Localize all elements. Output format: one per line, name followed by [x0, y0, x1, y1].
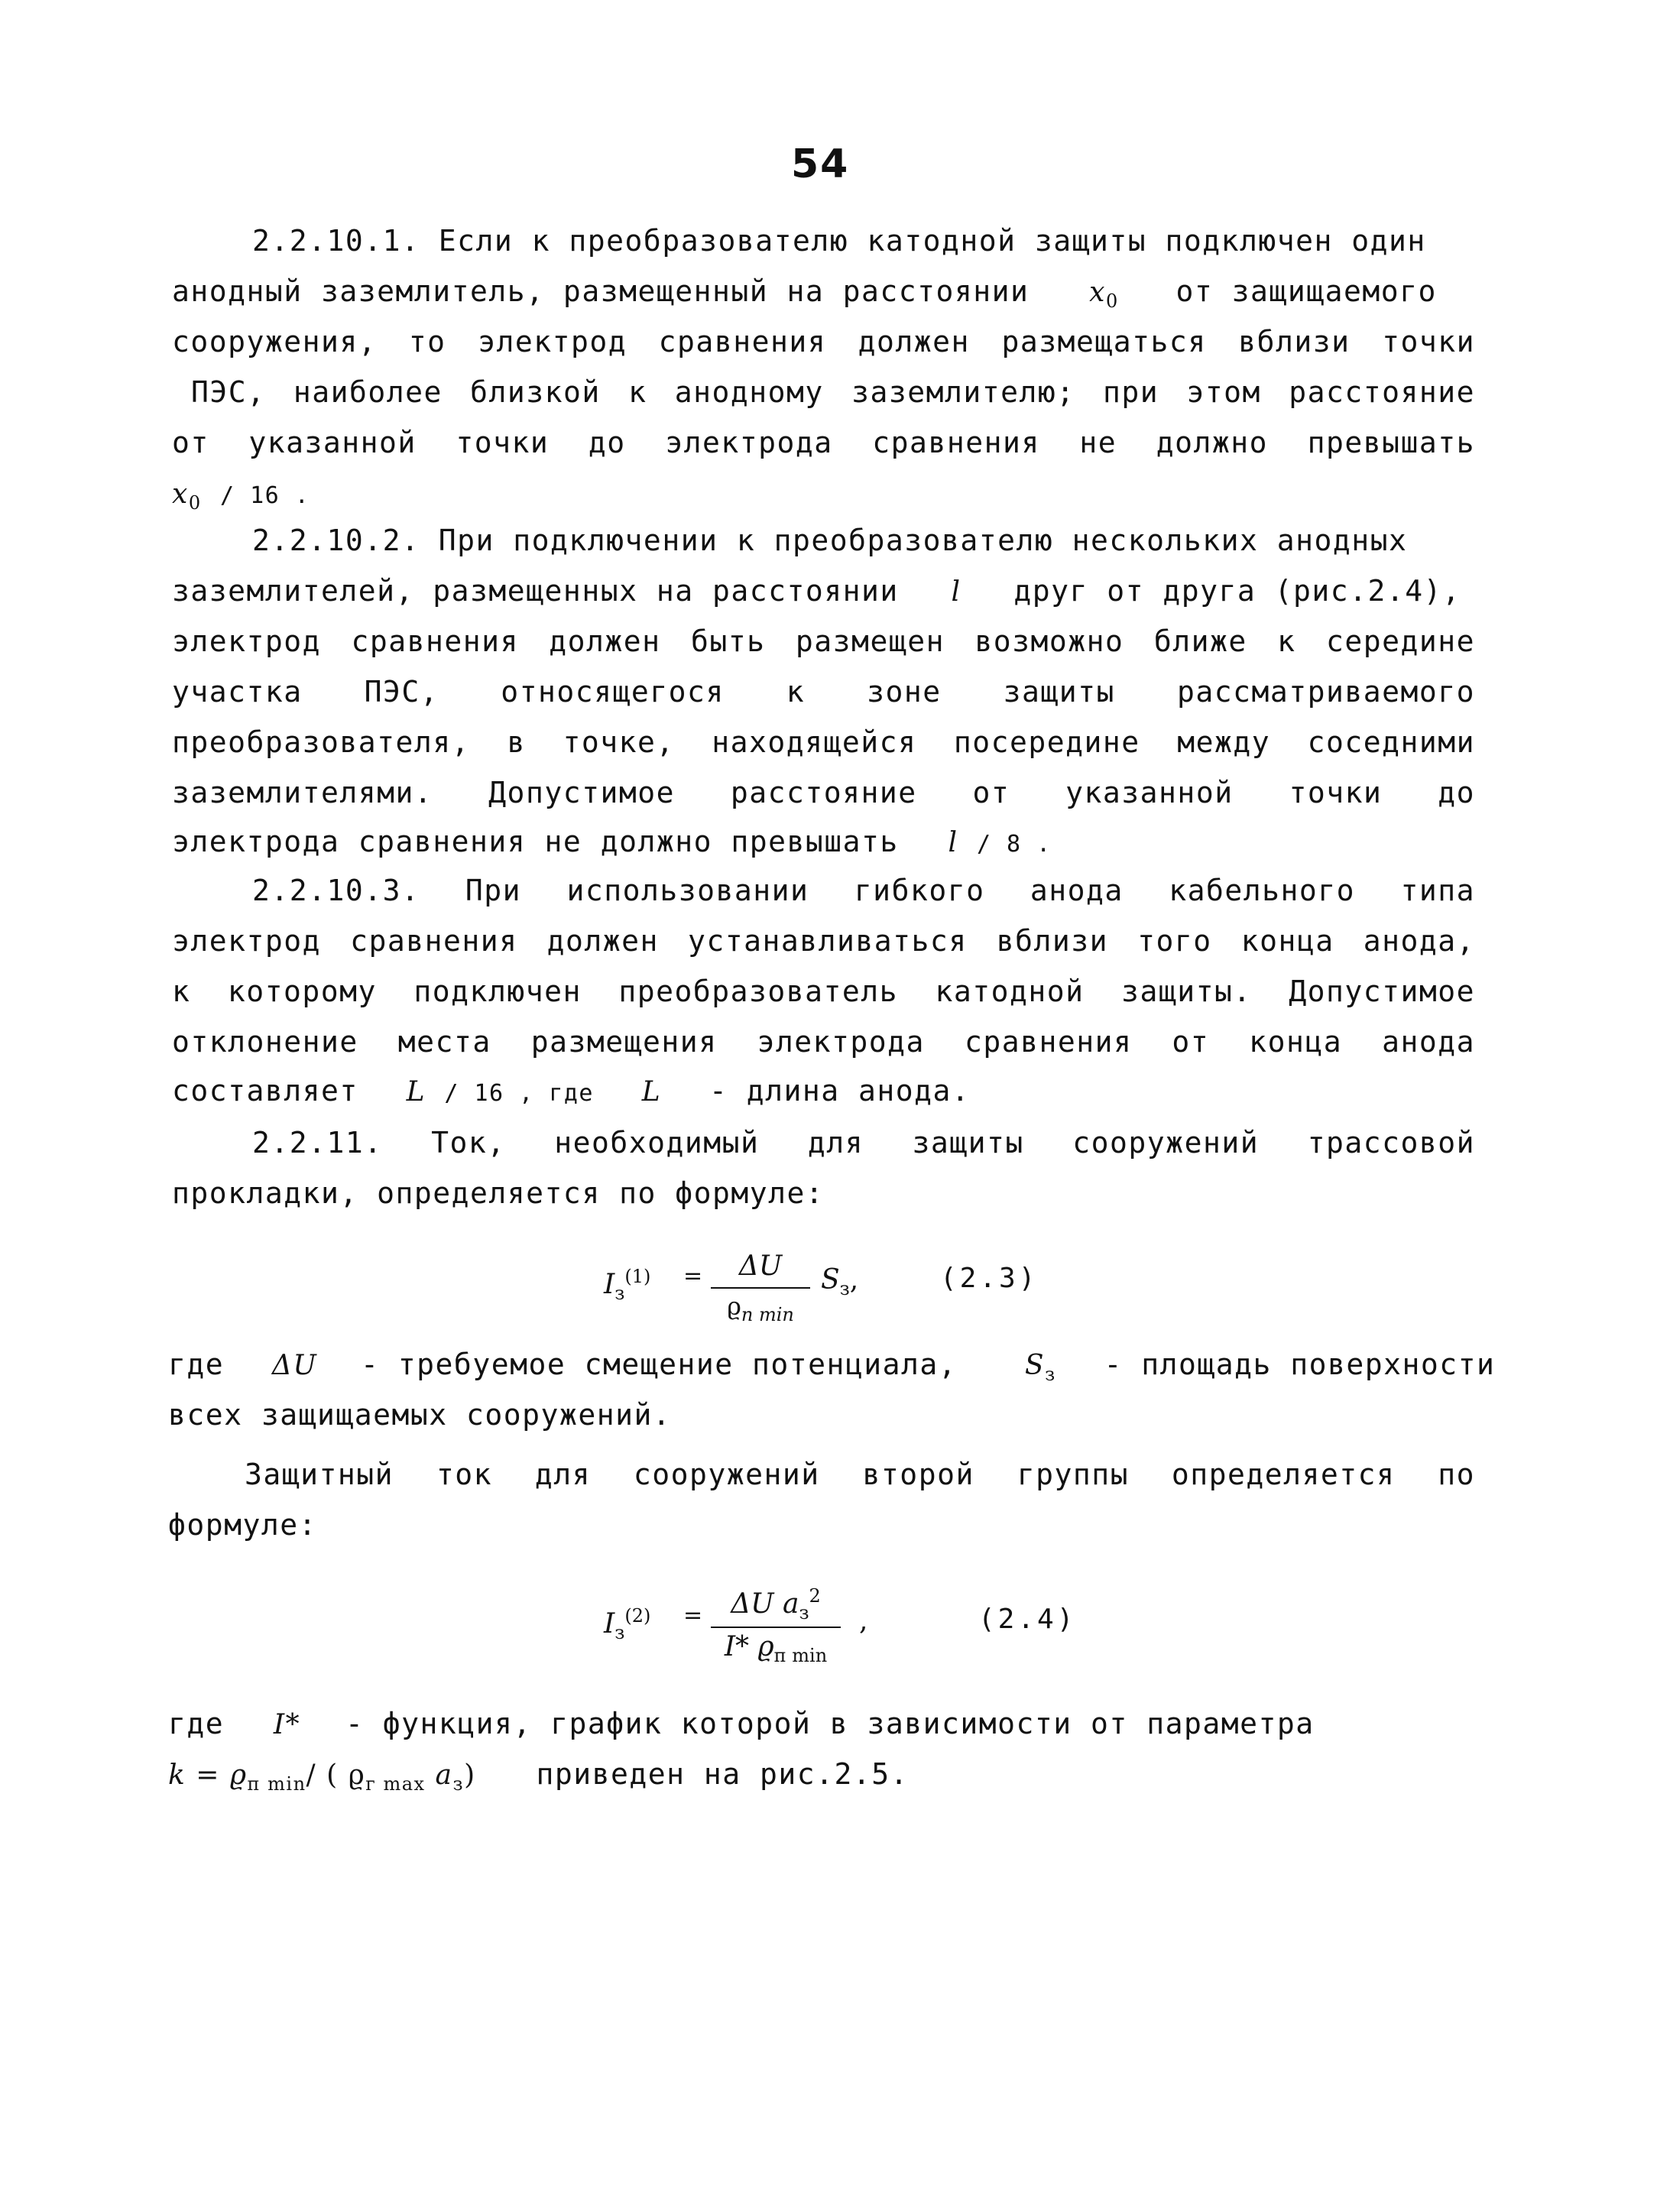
- p7-expr-k: k = ϱ: [168, 1760, 248, 1791]
- p5-var-s: [1024, 1350, 1056, 1385]
- formula-2-3-number: (2.3): [940, 1263, 1039, 1294]
- p3-line-4: отклонение места размещения электрода сравнения от конца анода: [172, 1025, 1475, 1059]
- p6-line-1: Защитный ток для сооружений второй группы определяется по: [245, 1458, 1475, 1491]
- p2-line-4: участка ПЭС, относящегося к зоне защиты рассматриваемого: [172, 675, 1475, 709]
- p2-line-1: 2.2.10.2. При подключении к преобразователю нескольких анодных: [252, 524, 1408, 557]
- p7-expr-close: ): [464, 1760, 476, 1791]
- p7-line-1: [168, 1706, 1471, 1743]
- formula-2-3: [604, 1250, 1062, 1338]
- p7-expr-a: a: [435, 1760, 453, 1791]
- formula-2-3-lhs-sup: (1): [624, 1266, 651, 1287]
- p5-var-s-sub: з: [1045, 1364, 1056, 1385]
- formula-2-4-denominator: [711, 1631, 841, 1666]
- p2-var-l: l: [951, 576, 961, 608]
- p7-expr-sub-1: п min: [247, 1773, 306, 1795]
- formula-2-3-rhs-sub: з: [839, 1278, 850, 1299]
- p7-expr-mid: / ( ϱ: [306, 1760, 366, 1791]
- p3-var-L-2: L: [641, 1076, 662, 1108]
- p3-line-1: 2.2.10.3. При использовании гибкого анода кабельного типа: [252, 874, 1475, 907]
- formula-2-4-equals: =: [683, 1602, 703, 1629]
- p1-var-x: x: [1089, 277, 1106, 308]
- p2-line-7-text-b: / 8 .: [976, 831, 1052, 858]
- p1-var-x-sub-2: 0: [188, 492, 202, 514]
- p2-line-6: заземлителями. Допустимое расстояние от указанной точки до: [172, 776, 1475, 809]
- formula-2-3-rhs: [821, 1264, 858, 1299]
- formula-2-3-lhs-sub: з: [614, 1283, 625, 1304]
- formula-2-3-fraction-bar: [711, 1287, 810, 1289]
- p4-line-2: прокладки, определяется по формуле:: [172, 1176, 825, 1210]
- formula-2-3-den-rho: ϱ: [727, 1292, 741, 1321]
- formula-2-4-num-text: ΔU a: [731, 1588, 799, 1620]
- p2-line-3: электрод сравнения должен быть размещен возможно ближе к середине: [172, 624, 1475, 658]
- formula-2-4-den-text: I* ϱ: [724, 1631, 774, 1662]
- p3-line-2: электрод сравнения должен устанавливаться вблизи того конца анода,: [172, 924, 1475, 958]
- p3-line-5-text-a: составляет: [172, 1074, 358, 1108]
- formula-2-3-comma: ,: [849, 1264, 859, 1296]
- p7-line-2-text: приведен на рис.2.5.: [536, 1757, 909, 1791]
- formula-2-3-den-sub: п min: [741, 1304, 794, 1325]
- p3-var-L: L: [406, 1076, 426, 1108]
- p7-line-1-text-a: где: [168, 1707, 225, 1740]
- formula-2-4: [604, 1582, 1093, 1674]
- formula-2-4-numerator: [711, 1585, 841, 1623]
- p5-var-s-symbol: S: [1024, 1350, 1046, 1381]
- p5-line-1-text-a: где: [168, 1348, 225, 1381]
- p3-line-3: к которому подключен преобразователь катодной защиты. Допустимое: [172, 975, 1475, 1008]
- p2-line-5: преобразователя, в точке, находящейся посередине между соседними: [172, 725, 1475, 759]
- p3-line-5-text-c: - длина анода.: [709, 1074, 971, 1108]
- p1-line-1: 2.2.10.1. Если к преобразователю катодной защиты подключен один: [252, 224, 1426, 258]
- p7-var-i-star: I*: [273, 1709, 301, 1740]
- p7-line-2: [168, 1756, 1471, 1802]
- formula-2-3-lhs-symbol: I: [604, 1269, 615, 1300]
- formula-2-4-fraction-bar: [711, 1627, 841, 1628]
- p1-line-2-text-a: анодный заземлитель, размещенный на расстоянии: [172, 274, 1030, 308]
- formula-2-4-num-sup: 2: [809, 1585, 821, 1607]
- p3-line-5-text-b: / 16 , где: [444, 1080, 594, 1107]
- p5-var-delta-u: ΔU: [271, 1350, 318, 1381]
- formula-2-4-num-sub: з: [799, 1602, 809, 1623]
- formula-2-3-numerator: ΔU: [738, 1250, 783, 1282]
- p7-expression: [168, 1760, 476, 1795]
- p1-var-x-2: x: [172, 478, 189, 510]
- p2-line-2-text-b: друг от друга (рис.2.4),: [1013, 574, 1461, 608]
- formula-2-3-lhs: [604, 1266, 650, 1304]
- formula-2-3-rhs-symbol: S: [821, 1264, 840, 1296]
- formula-2-4-lhs: [604, 1605, 650, 1643]
- formula-2-3-equals: =: [683, 1263, 703, 1289]
- formula-2-4-fraction: [711, 1582, 841, 1674]
- formula-2-4-lhs-symbol: I: [604, 1608, 615, 1640]
- page-number: 54: [791, 141, 850, 187]
- p1-var-x-sub: 0: [1105, 290, 1119, 312]
- p2-line-2: [172, 573, 1475, 610]
- p5-line-1-text-b: - требуемое смещение потенциала,: [361, 1348, 958, 1381]
- p2-line-7-text-a: электрода сравнения не должно превышать: [172, 825, 899, 858]
- p1-line-6: [172, 475, 1475, 521]
- p1-line-4: ПЭС, наиболее близкой к анодному заземлителю; при этом расстояние: [191, 375, 1475, 409]
- p1-line-2-text-b: от защищаемого: [1175, 274, 1437, 308]
- formula-2-4-den-sub: п min: [773, 1645, 828, 1666]
- formula-2-4-number: (2.4): [978, 1604, 1077, 1635]
- p1-var-x0: [1089, 277, 1119, 312]
- p2-var-l-2: l: [948, 827, 958, 858]
- p7-expr-sub-2: г max: [365, 1773, 426, 1795]
- p1-line-5: от указанной точки до электрода сравнения не должно превышать: [172, 426, 1475, 459]
- p1-line-3: сооружения, то электрод сравнения должен размещаться вблизи точки: [172, 325, 1475, 358]
- p7-expr-sub-3: з: [452, 1773, 465, 1795]
- p1-line-6-text: / 16 .: [219, 482, 310, 509]
- p1-line-2: [172, 274, 1475, 319]
- p5-line-2: всех защищаемых сооружений.: [168, 1398, 672, 1432]
- p2-line-2-text-a: заземлителей, размещенных на расстоянии: [172, 574, 899, 608]
- formula-2-4-comma: ,: [859, 1605, 868, 1636]
- p7-line-1-text-b: - функция, график которой в зависимости от параметра: [345, 1707, 1315, 1740]
- p1-var-x0-2: [172, 478, 202, 514]
- p4-line-1: 2.2.11. Ток, необходимый для защиты сооружений трассовой: [252, 1126, 1475, 1160]
- formula-2-3-fraction: [711, 1250, 810, 1338]
- p5-line-1: [168, 1347, 1496, 1392]
- formula-2-4-lhs-sup: (2): [624, 1605, 651, 1627]
- formula-2-3-denominator: [711, 1292, 810, 1325]
- p2-line-7: [172, 824, 1475, 862]
- p6-line-2: формуле:: [168, 1508, 318, 1542]
- p3-line-5: [172, 1073, 1475, 1111]
- formula-2-4-lhs-sub: з: [614, 1622, 625, 1643]
- p5-line-1-text-c: - площадь поверхности: [1104, 1348, 1496, 1381]
